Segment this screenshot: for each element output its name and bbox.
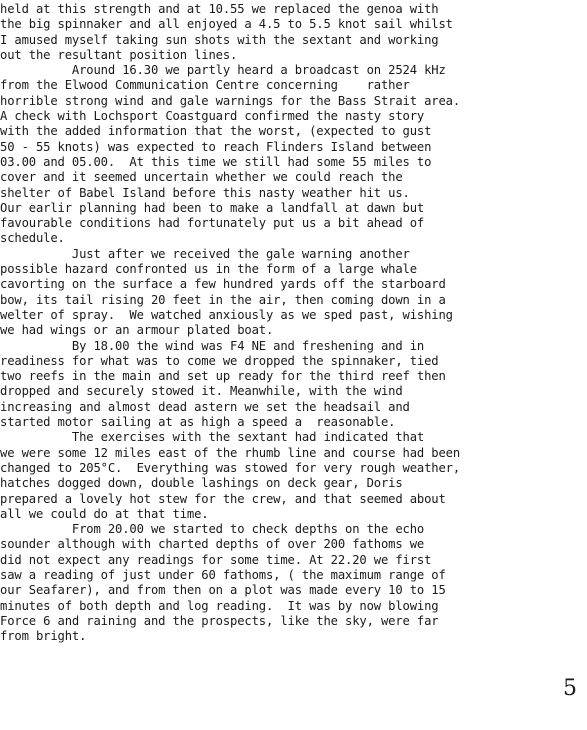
text-line: Our earlir planning had been to make a landfall at dawn but	[0, 200, 425, 215]
text-line: dropped and securely stowed it. Meanwhile, with the wind	[0, 384, 403, 399]
page-body	[0, 2, 575, 644]
text-line: Force 6 and raining and the prospects, like the sky, were far	[0, 613, 439, 628]
text-line: prepared a lovely hot stew for the crew, and that seemed about	[0, 491, 446, 506]
text-line: we were some 12 miles east of the rhumb line and course had been	[0, 445, 460, 460]
text-line: with the added information that the worst, (expected to gust	[0, 124, 432, 139]
text-line: From 20.00 we started to check depths on the echo	[0, 522, 425, 537]
text-line: minutes of both depth and log reading. It was by now blowing	[0, 598, 439, 613]
text-line: By 18.00 the wind was F4 NE and freshening and in	[0, 338, 425, 353]
text-line: cavorting on the surface a few hundred yards off the starboard	[0, 277, 446, 292]
text-line: the big spinnaker and all enjoyed a 4.5 to 5.5 knot sail whilst	[0, 17, 453, 32]
text-line: Just after we received the gale warning another	[0, 246, 410, 261]
text-line: A check with Lochsport Coastguard confirmed the nasty story	[0, 109, 425, 124]
text-line: The exercises with the sextant had indicated that	[0, 430, 425, 445]
text-line: schedule.	[0, 231, 65, 246]
page-number: 5	[563, 676, 577, 701]
text-line: saw a reading of just under 60 fathoms, ( the maximum range of	[0, 567, 446, 582]
text-line: Around 16.30 we partly heard a broadcast on 2524 kHz	[0, 63, 446, 78]
text-line: sounder although with charted depths of over 200 fathoms we	[0, 537, 425, 552]
text-line: we had wings or an armour plated boat.	[0, 323, 274, 338]
text-line: horrible strong wind and gale warnings for the Bass Strait area.	[0, 93, 460, 108]
text-line: 50 - 55 knots) was expected to reach Flinders Island between	[0, 139, 432, 154]
text-line: started motor sailing at as high a speed a reasonable.	[0, 415, 396, 430]
text-line: bow, its tail rising 20 feet in the air, then coming down in a	[0, 292, 446, 307]
text-line: all we could do at that time.	[0, 506, 209, 521]
text-line: from the Elwood Communication Centre concerning rather	[0, 78, 410, 93]
text-line: increasing and almost dead astern we set the headsail and	[0, 399, 410, 414]
text-line: possible hazard confronted us in the form of a large whale	[0, 262, 417, 277]
text-line: our Seafarer), and from then on a plot was made every 10 to 15	[0, 583, 446, 598]
text-line: did not expect any readings for some time. At 22.20 we first	[0, 552, 432, 567]
text-line: hatches dogged down, double lashings on deck gear, Doris	[0, 476, 403, 491]
text-line: shelter of Babel Island before this nasty weather hit us.	[0, 185, 410, 200]
text-line: changed to 205°C. Everything was stowed for very rough weather,	[0, 460, 460, 475]
text-line: out the resultant position lines.	[0, 47, 238, 62]
text-line: I amused myself taking sun shots with the sextant and working	[0, 32, 439, 47]
text-line: favourable conditions had fortunately put us a bit ahead of	[0, 216, 425, 231]
text-line: cover and it seemed uncertain whether we could reach the	[0, 170, 403, 185]
text-line: welter of spray. We watched anxiously as we sped past, wishing	[0, 307, 453, 322]
text-line: from bright.	[0, 629, 87, 644]
text-line: two reefs in the main and set up ready for the third reef then	[0, 369, 446, 384]
text-line: held at this strength and at 10.55 we replaced the genoa with	[0, 2, 439, 16]
text-line: readiness for what was to come we dropped the spinnaker, tied	[0, 353, 439, 368]
text-line: 03.00 and 05.00. At this time we still had some 55 miles to	[0, 154, 432, 169]
